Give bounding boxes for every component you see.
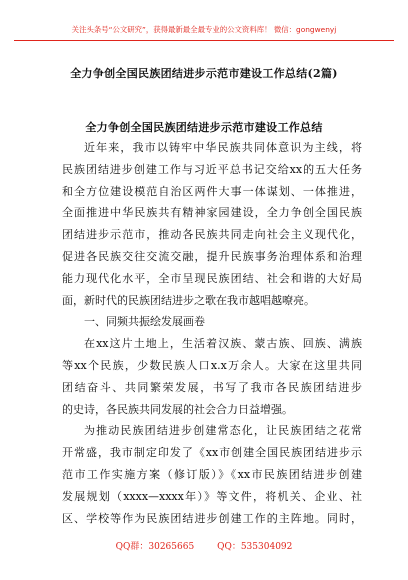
section-title: 全力争创全国民族团结进步示范市建设工作总结 <box>85 121 323 134</box>
body-paragraph <box>62 420 362 529</box>
footer-contact <box>0 539 408 552</box>
text-line: 区、学校等作为民族团结进步创建工作的主阵地。同时， <box>62 511 362 525</box>
footer-qq: QQ：535304092 <box>217 542 293 552</box>
text-line: 开常盛，我市制定印发了《xx市创建全国民族团结进步示 <box>62 446 362 460</box>
text-line: 团结奋斗、共同繁荣发展，书写了我市各民族团结进步 <box>62 380 362 394</box>
text-line: 为推动民族团结进步创建常态化，让民族团结之花常 <box>84 424 362 438</box>
text-line: 发展规划（xxxx—xxxx年）》等文件，将机关、企业、社 <box>62 489 362 503</box>
document-title: 全力争创全国民族团结进步示范市建设工作总结(2篇) <box>70 67 338 80</box>
body-paragraph <box>62 333 362 420</box>
document-body <box>62 137 362 529</box>
text-line: 民族团结进步创建工作与习近平总书记交给xx的五大任务 <box>62 162 362 176</box>
text-line: 近年来，我市以铸牢中华民族共同体意识为主线，将 <box>84 141 362 154</box>
text-line: 在xx这片土地上，生活着汉族、蒙古族、回族、满族 <box>84 337 362 351</box>
section-heading <box>62 311 362 333</box>
text-line: 一、同频共振绘发展画卷 <box>84 315 205 329</box>
footer-qq-group: QQ群：30265665 <box>115 542 195 552</box>
text-line: 能力现代化水平，全市呈现民族团结、社会和谐的大好局 <box>62 271 362 285</box>
text-line: 等xx个民族，少数民族人口x.x万余人。大家在这里共同 <box>62 358 362 372</box>
header-divider <box>14 40 394 41</box>
text-line: 的史诗，各民族共同发展的社会合力日益增强。 <box>62 402 293 416</box>
text-line: 团结进步示范市，推动各民族共同走向社会主义现代化， <box>62 228 362 242</box>
text-line: 面，新时代的民族团结进步之歌在我市越唱越嘹亮。 <box>62 293 315 307</box>
body-paragraph <box>62 137 362 311</box>
text-line: 范市工作实施方案（修订版）》《xx市民族团结进步创建 <box>62 467 362 481</box>
text-line: 全面推进中华民族共有精神家园建设，全力争创全国民族 <box>62 206 362 220</box>
header-banner: 关注头条号“公文研究”，获得最新最全最专业的公文资料库！ 微信：gongwenyj <box>71 25 337 34</box>
text-line: 和全方位建设模范自治区两件大事一体谋划、一体推进， <box>62 184 362 198</box>
text-line: 促进各民族交往交流交融，提升民族事务治理体系和治理 <box>62 249 362 263</box>
